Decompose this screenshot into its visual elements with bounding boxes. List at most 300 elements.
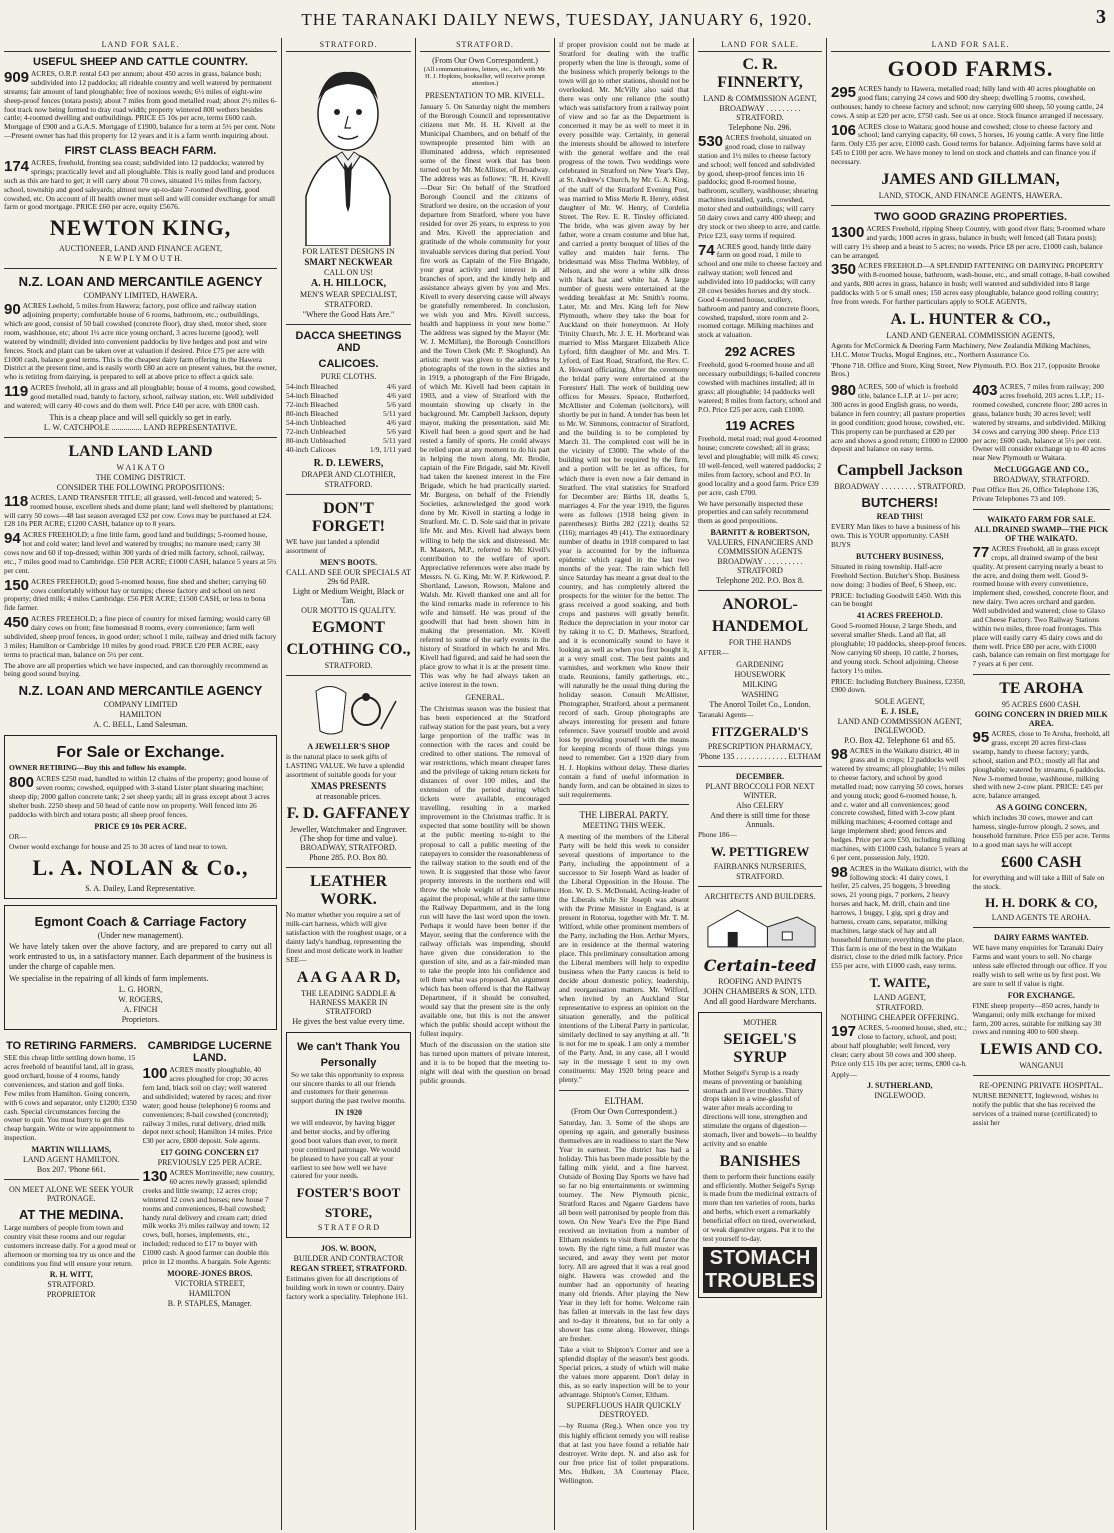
business-name: STORE, bbox=[324, 1205, 373, 1221]
listing-text: ACRES, close to Te Aroha, freehold, all grass, except 20 acres first-class swamp, handy to cheese factory; yards, school, station and P.O.; mostly all flat and ploughable; watered by streams, 6 paddocks. New 3-roomed house, washhouse, milking shed with new 2-cow plant. PRICE: £45 per acre, balance arranged. bbox=[972, 729, 1110, 801]
agent-location: BROADWAY . . . . . . . . . STRATFORD. bbox=[719, 104, 801, 122]
agent-contact: Box 207. 'Phone 661. bbox=[36, 1165, 106, 1174]
article-body: A meeting of the members of the Liberal Party will be held this week to consider several questions of importance to the Party, including the appointment of a successor to Sir Joseph Ward as leader of the Liberal Opposition in the House. The Hon. W. D. S. McDonald, Acting-leader of the Liberals while Sir Joseph was absent with the Prime Minister in England, is at present in Rotorua, together with Mr. T. M. Wilford, while other prominent members of the Party, including the Hon. Arthur Myers, are in residence at the thermal watering place. This preliminary consultation among the Liberal members will help to expedite business when the Party caucus is held to decide about domestic policy, leadership, and reorganisation matters. Mr. Wilford, when invited by an Auckland Star representative to express an opinion on the situation generally, and the political intentions of the Liberal Party in particular, similarly declined to say anything at all. "It is not for me to speak. I am only a member of the Party. And, in any case, all I would say in the message I sent to my own constituents: May 1920 bring peace and plenty." bbox=[559, 831, 689, 1085]
ad-heading: BUTCHERS! bbox=[861, 495, 939, 511]
business-name: JOS. W. BOON, bbox=[320, 1244, 377, 1254]
article-headline: PRESENTATION TO MR. KIVELL. bbox=[425, 91, 545, 100]
ad-text: CALL AND SEE OUR SPECIALS AT 29s 6d PAIR. bbox=[286, 567, 411, 586]
ad-heading: USEFUL SHEEP AND CATTLE COUNTRY. bbox=[33, 56, 248, 68]
note: The above are all properties which we have inspected, and can thoroughly recommend as being good sound buying. bbox=[4, 660, 268, 679]
ad-text: So we take this opportunity to express our sincere thanks to all our friends and customers for their generous support during the past twelve months. bbox=[291, 1069, 406, 1106]
divider bbox=[831, 205, 1110, 206]
ad-subheading: 95 ACRES £600 CASH. bbox=[1001, 700, 1081, 710]
listing-text: ACRES freehold, situated on good road, close to railway station and 1½ miles to cheese factory and school; well fenced and subdivided by good, sheep-proof fences into 16 paddocks; good 8-roomed house, bathroom, scullery, washhouse; shearing machines installed, yards, cowshed, motor shed and outbuildings; will carry 50 dairy cows and carry 400 sheep; and dry stock or two sheep to acre, and cattle. Price £23, easy terms if required. bbox=[698, 133, 821, 240]
bottom-left-ads bbox=[4, 1036, 139, 1309]
agent-location: BROADWAY . . . . . . . . . STRATFORD. bbox=[834, 482, 966, 492]
ad-heading: Personally bbox=[320, 1056, 377, 1069]
ad-heading: TE AROHA bbox=[999, 680, 1084, 698]
ad-text: WE have many enquiries for Taranaki Dairy Farms and want yours to sell. No charge unless sale effected through our office. If you really wish to sell write us by first post. We are sure to sell if value is right. bbox=[972, 943, 1107, 988]
ad-text: We have personally inspected these properties and can safely recommend them as good propositions. bbox=[698, 498, 809, 526]
section-header: LAND FOR SALE. bbox=[698, 38, 822, 52]
listing-text: ACRES, 7 miles from railway; 200 acres freehold, 203 acres L.I.P.; 11-roomed cowshed, concrete floor; 280 acres in grass, balance bush; 30 acres level; well watered by streams, and subdivided. Milking 34 cows and carrying 300 sheep. Price £13 per acre; £600 cash, balance at 5½ per cent. Owner will consider exchange up to 40 acres near New Plymouth or Waitara. bbox=[972, 382, 1108, 463]
ad-text: Situated in rising township. Half-acre Freehold Section. Butcher's Shop. Business now doing: 3 bodies of Beef, 6 Sheep, etc. bbox=[831, 561, 960, 589]
agent-contact: P.O. Box 42. Telephone 61 and 65. bbox=[844, 736, 956, 746]
ad-heading: LEATHER WORK. bbox=[309, 873, 388, 909]
ad-label: Taranaki Agents— bbox=[698, 710, 754, 719]
column-stratford-news bbox=[416, 38, 554, 1528]
price-value: 4/6 yard bbox=[386, 418, 411, 427]
listing-text: ACRES freehold, all in grass and all ploughable; house of 4 rooms, good cowshed, good metalled road, handy to factory, school, railway station, etc. Well subdivided and watered; will carry 40 cows and do them well. Price £40 per acre, with £800 cash. bbox=[4, 383, 276, 410]
subheading: CONSIDER THE FOLLOWING PROPOSITIONS: bbox=[56, 482, 225, 492]
product-name: ANOROL- bbox=[722, 596, 798, 614]
business-subtitle: Jeweller, Watchmaker and Engraver. (The shop for time and value). BROADWAY, STRATFORD. bbox=[290, 825, 407, 853]
proprietor: L. G. HORN, bbox=[118, 985, 163, 995]
agent-label: SOLE AGENT, bbox=[874, 697, 925, 707]
business-subtitle: BUILDER AND CONTRACTOR bbox=[293, 1254, 404, 1264]
agent-name: L. A. NOLAN & Co., bbox=[32, 855, 249, 881]
ad-heading: 119 ACRES bbox=[725, 418, 795, 434]
house-illustration bbox=[698, 902, 822, 952]
ad-text: OUR MOTTO IS QUALITY. bbox=[301, 605, 396, 615]
agent-name: N.Z. LOAN AND MERCANTILE AGENCY bbox=[18, 274, 263, 290]
acreage: 77 bbox=[972, 543, 990, 561]
divider bbox=[973, 674, 1111, 675]
agent-name: C. R. FINNERTY, bbox=[717, 56, 803, 91]
business-name: F. D. GAFFANEY bbox=[286, 805, 411, 823]
ad-heading: STOMACH bbox=[703, 1247, 817, 1270]
agent-contact: Telephone 202. P.O. Box 8. bbox=[716, 576, 804, 586]
ad-text: No matter whether you require a set of milk-cart harness, which will give satisfaction with the roughest usage, or a dainty lady's handbag, representing the finest and most delicate work in leather SEE— bbox=[286, 910, 407, 964]
acreage: 450 bbox=[4, 614, 30, 632]
acreage: 106 bbox=[831, 121, 857, 139]
ad-subheading: (Under new management). bbox=[97, 931, 184, 941]
article-body: Much of the discussion on the station site has turned upon matters of private interest, and it is to be hoped that the meeting to-night will deal with the question on broad public grounds. bbox=[420, 1040, 550, 1086]
agent-rep: S. A. Dailey, Land Representative. bbox=[85, 884, 196, 894]
contact: Phone 285. P.O. Box 80. bbox=[309, 853, 388, 863]
price-row bbox=[286, 409, 411, 418]
divider bbox=[698, 590, 822, 591]
slogan: "Where the Good Hats Are." bbox=[302, 310, 395, 319]
price-row bbox=[286, 382, 411, 391]
price: PRICE: Including Butchery Business, £2350, £900 down. bbox=[831, 676, 966, 695]
listing-text: ACRES Freehold, ripping Sheep Country, with good river flats; 9-roomed whare and yards; 1000 acres in grass, balance in bush; well fenced (all Totara posts); will carry 1½ sheep and a beast to 5 acres; no weeds. Price £8 per acre, £1000 cash, balance can be arranged. bbox=[831, 223, 1106, 260]
man-portrait-illustration bbox=[286, 56, 411, 246]
listing-text: ACRES FREEHOLD; good 5-roomed house, fine shed and shelter; carrying 60 cows comfortably without hay or turnips; cheese factory and school on next property; dried milk; 4 miles Cambridge. £56 PER ACRE; £1500 CASH, or less to bona fide farmer. bbox=[4, 576, 267, 613]
agent-subtitle: LAND AGENT, bbox=[873, 993, 926, 1003]
listing-95 bbox=[973, 730, 1111, 801]
business-name: A A G A A R D, bbox=[296, 968, 401, 986]
use-list-item: MILKING bbox=[742, 680, 778, 689]
price-item: 80-inch Unbleached bbox=[286, 436, 346, 445]
bottom-right-ads bbox=[143, 1036, 278, 1309]
agent-contact: Telephone No. 296. bbox=[728, 123, 792, 132]
agent-location: HAMILTON bbox=[119, 710, 162, 720]
ad-text: He gives the best value every time. bbox=[292, 1016, 405, 1026]
price-item: 80-inch Bleached bbox=[286, 409, 338, 418]
ad-heading: BANISHES bbox=[719, 1152, 801, 1170]
proprietor: R. H. WITT, bbox=[49, 1270, 93, 1280]
agent-location: BROADWAY, STRATFORD. bbox=[993, 475, 1090, 485]
subheading: THE COMING DISTRICT. bbox=[95, 472, 186, 482]
divider bbox=[4, 268, 277, 269]
ad-text: WE have just landed a splendid assortment of bbox=[286, 537, 380, 555]
product-line: ROOFING AND PAINTS bbox=[718, 976, 802, 986]
listing-90 bbox=[4, 302, 277, 382]
ad-heading: DACCA SHEETINGS AND bbox=[295, 330, 402, 354]
listing-text: ACRES, LAND TRANSFER TITLE; all grassed, well-fenced and watered; 5-roomed house, excellent sheds and dome plant; land well sheltered by plantations; will carry 50 cows—48 last season averaged £32 per cow. Cows may be purchased at £24. £28 10s PER ACRE; £1200 CASH, balance up to 8 years. bbox=[4, 492, 274, 529]
note: This is a cheap place and will sell quickly so get in early. bbox=[49, 412, 232, 422]
article-subheadline: MEETING THIS WEEK. bbox=[582, 820, 666, 830]
agent-name: A. L. HUNTER & CO., bbox=[890, 310, 1051, 328]
price-item: 54-inch Bleached bbox=[286, 382, 338, 391]
agent-contact: Post Office Box 26, Office Telephone 136, Private Telephones 73 and 109. bbox=[972, 485, 1099, 503]
ad-subheading: PURE CLOTHS. bbox=[320, 372, 377, 381]
agent-location: INGLEWOOD. bbox=[874, 1091, 926, 1101]
divider bbox=[4, 437, 277, 438]
ad-text: Freehold, metal road; real good 4-roomed house; concrete cowshed; all in grass; level and ploughable; will milk 45 cows; 10 well-fenced, well watered paddocks; 2 miles from factory, school and P.O. In good locality and a good farm. Price £39 per acre, cash £700. bbox=[698, 434, 822, 497]
contact: Phone 186— bbox=[698, 829, 737, 839]
acreage: 197 bbox=[831, 1023, 857, 1041]
ad-text: Good 5-roomed House, 2 large Sheds, and several smaller Sheds. Land all flat, all ploughable; 10 paddocks, sheep-proof fences. Now carrying 60 sheep, 10 cattle, 2 horses, and young stock. School adjoining. Cheese factory 1½ miles. bbox=[831, 621, 967, 675]
listing-98b bbox=[831, 865, 969, 972]
ad-heading: FOR EXCHANGE. bbox=[1007, 990, 1075, 1000]
location: STRATFORD. bbox=[736, 871, 784, 881]
agent-rep: L. W. CATCHPOLE ............... LAND REPRESENTATIVE. bbox=[43, 422, 238, 432]
listing-text: ACRES £250 road, handled to within 12 chains of the property; good house of seven rooms; cowshed, equipped with 3-stand Lister plant shearing machine; sheep dip; 2000 gallon concrete tank; 2 set sheep yards; all in grass except about 3 acres shelter bush. 2250 sheep and 50 head of cattle now on property. Well fenced into 26 paddocks with birch and totara posts; all sheep proof fences. bbox=[9, 774, 270, 819]
agent-name: N.Z. LOAN AND MERCANTILE AGENCY bbox=[18, 683, 263, 699]
business-name: FOSTER'S BOOT bbox=[296, 1185, 401, 1201]
price-item: 54-inch Bleached bbox=[286, 391, 338, 400]
price-item: 72-inch Unbleached bbox=[286, 427, 346, 436]
page-number: 3 bbox=[1096, 6, 1106, 28]
or-label: OR— bbox=[9, 831, 27, 841]
acreage: 100 bbox=[142, 1065, 168, 1083]
ad-subheading: 41 ACRES FREEHOLD. bbox=[856, 611, 943, 621]
ad-heading: TO RETIRING FARMERS. bbox=[5, 1040, 137, 1053]
price-row bbox=[286, 418, 411, 427]
ad-text: which includes 30 cows, mower and cart harness, single-furrow plough, 2 sows, and household furniture. Price £55 per acre. Terms to a good man says he will accept bbox=[972, 813, 1110, 849]
divider bbox=[698, 766, 822, 767]
price: £600 CASH bbox=[1001, 853, 1082, 871]
article-body: January 5. On Saturday night the members of the Borough Council and representative citizens met Mr. H. H. Kivell at the Municipal Chambers, and on behalf of the townspeople presented him with an illuminated address, which represented some of the finest work that has been turned out by Mr. McAllister, of Broadway. The address was as follows: "R. H. Kivell—Dear Sir: On behalf of the Stratford Borough Council and the citizens of Stratford we desire, on the occasion of your departure from Stratford, where you have resided for over 26 years, to express to you and Mrs. Kivell the appreciation and gratitude of the whole community for your invaluable services during that period. Your fire work as Captain of the Fire Brigade, your great activity and interest in all branches of sport, and the kindly help and assistance always given by you and Mrs. Kivell to every deserving cause will always be gratefully remembered. In conclusion, we wish you and Mrs. Kivell success, health and happiness in your new home." The address was signed by the Mayor (Mr. W. J. McMillan), the Borough Councillors and the Town Clerk (Mr. P. Skoglund). An artistic merit was given to the address by photographs of the town in the sixties and in 1919, a photograph of the Fire Brigade, of which Mr. Kivell had been captain in 1903, and a view of Stratford with the mountain showing up clearly in the background. Mr. Campbell Jackson, deputy mayor, making the presentation, said Mr. Kivell had been a good sport and he had rested a family of sports. He could always be relied upon at any moment to do his part in helping the town along. Mr. Brodie, captain of the Fire Brigade, said Mr. Kivell had taken the keenest interest in the Fire Brigade, which he had practically started. Mr. Burgess, on behalf of the Friendly Societies, acknowledged the good work done by Mr. Kivell in starting a lodge in Stratford. Mr. C. D. Sole said that in private life Mr. and Mrs. Kivell had always been willing to help the sick and distressed. Mr. R. Masters, M.P., referred to Mr. Kivell's contribution to the welfare of sport. Appreciative references were also made by Messrs. N. G. King, Mr. W. P. Kirkwood, P. Shortland, Lawson, Rowson, Malone and Walsh. Mr. Kivell thanked one and all for the kind remarks made in reference to his wife and himself. He was proud of the goodwill that had been shown him in making the presentation. Mr. Kivell referred to some of the early events in the history of Stratford in which he and Mrs. Kivell had figured, and said he had seen the place grow to what it is at the present time. This was why he had always taken an active interest in the town. bbox=[420, 102, 550, 689]
jewellery-illustration bbox=[286, 681, 411, 741]
divider bbox=[559, 1090, 689, 1091]
ad-heading: WAIKATO FARM FOR SALE. bbox=[987, 514, 1096, 524]
business-name: W. PETTIGREW bbox=[710, 843, 810, 859]
agent-subtitle: LAND AND COMMISSION AGENT, INGLEWOOD. bbox=[837, 717, 962, 736]
agent-subtitle: LAND AGENT HAMILTON. bbox=[22, 1155, 120, 1164]
price-value: 5/11 yard bbox=[383, 436, 411, 445]
listing-text: ACRES FREEHOLD—A SPLENDID FATTENING OR DAIRYING PROPERTY with 8-roomed house, bathroom, wash-house, etc., and small cottage, 8-bail cowshed and yards, 800 acres in grass, balance in bush; well watered and subdivided into 8 large paddocks with 5 or 6 small ones; 150 acres easy ploughable, balance good rolling country; free from weeds. For further particulars apply to SOLE AGENTS, bbox=[831, 261, 1110, 306]
use-list-item: WASHING bbox=[741, 690, 779, 699]
ad-text: And all good Hardware Merchants. bbox=[703, 996, 817, 1006]
listing-403-column bbox=[973, 381, 1111, 1130]
agent-subtitle: COMPANY LIMITED bbox=[103, 700, 178, 710]
ad-text: FOR LATEST DESIGNS IN bbox=[302, 247, 395, 256]
ad-label: AFTER— bbox=[698, 648, 729, 658]
ad-text: Estimates given for all descriptions of building work in town or country. Dairy factory work a speciality. Telephone 161. bbox=[286, 1274, 408, 1301]
location: STRATFORD. bbox=[47, 1280, 96, 1290]
ad-subheading: BUTCHERY BUSINESS, bbox=[856, 551, 944, 561]
ad-heading: DAIRY FARMS WANTED. bbox=[994, 933, 1089, 943]
listing-119 bbox=[4, 384, 277, 411]
ad-text: Mother Seigel's Syrup is a ready means of preventing or banishing stomach and liver troubles. Thirty drops taken in a wine-glassful of water after meals according to directions will tone, strengthen and stimulate the organs of digestion—stomach, liver and bowels—to healthy activity and so enable bbox=[703, 1067, 817, 1148]
proprietor-label: PROPRIETOR bbox=[46, 1290, 96, 1300]
ad-heading: RE-OPENING PRIVATE HOSPITAL. bbox=[979, 1081, 1104, 1091]
section-header: LAND FOR SALE. bbox=[831, 38, 1110, 52]
correspondent-note: (All communications, letters, etc., left with Mr. H. J. Hopkins, bookseller, will receive prompt attention.) bbox=[423, 66, 547, 87]
ad-subheading: IN 1920 bbox=[335, 1108, 362, 1118]
product-name: HANDEMOL bbox=[712, 618, 808, 636]
ad-text: for everything and will take a Bill of Sale on the stock. bbox=[972, 872, 1105, 891]
business-subtitle: DRAPER AND CLOTHIER, bbox=[301, 470, 396, 479]
agent-location: LAND AGENTS TE AROHA. bbox=[991, 913, 1091, 923]
proprietor-label: Proprietors. bbox=[121, 1015, 160, 1025]
listing-text: ACRES close to Waitara; good house and cowshed; close to cheese factory and school; land carrying capacity, 60 cows, 5 horses, 16 young cattle. A very fine little farm. Only £35 per acre, £1000 cash. Good terms for balance. Adjoining farms have sold at £45 to £100 per acre. We have money to lend on stock and chattels and can finance you if necessary. bbox=[831, 121, 1104, 166]
acreage: 980 bbox=[831, 382, 857, 400]
correspondent-note: (From Our Own Correspondent.) bbox=[432, 56, 538, 65]
seigels-syrup-ad bbox=[698, 1012, 822, 1298]
manufacturer: The Anorol Toilet Co., London. bbox=[709, 700, 811, 709]
acreage: 130 bbox=[142, 1168, 168, 1186]
agent-name: E. J. ISLE, bbox=[880, 707, 919, 717]
listing-450 bbox=[4, 615, 277, 659]
article-headline: THE LIBERAL PARTY. bbox=[579, 809, 669, 820]
ad-heading: AT THE MEDINA. bbox=[19, 1207, 124, 1222]
listing-1300 bbox=[831, 225, 1110, 261]
price-value: 5/6 yard bbox=[386, 400, 411, 409]
ad-text: we will endeavor, by having bigger and better stocks, and by offering good boot values than ever, to merit your continued patronage. We would be pleased to have you call at your earliest to see how well we have catered for your needs. bbox=[291, 1118, 401, 1181]
listing-94 bbox=[4, 531, 277, 575]
acreage: 909 bbox=[4, 69, 30, 86]
agent-subtitle: LAND, STOCK, AND FINANCE AGENTS, HAWERA. bbox=[878, 190, 1063, 200]
listing-980-column bbox=[831, 381, 969, 1130]
listing-text: ACRES, 5-roomed house, shed, etc.; close to factory, school, and post; about half ploughable; well fenced, very clean; carry about 50 cows and 300 sheep. Price only £15 10s per acre; terms, £800 ca-h. bbox=[831, 1023, 967, 1068]
divider bbox=[559, 804, 689, 805]
listing-text: ACRES, O.R.P. rental £43 per annum; about 450 acres in grass, balance bush; subdivided into 12 paddocks; all rideable country and well watered by permanent streams; fair amount of land ploughable; free of noxious weeds; 6½ miles of eight-wire sheep-proof fences (totara posts); about 7 miles from good metalled road; about 2½ miles 6-foot track now being formed to dray road width; property wintered 800 wethers besides cattle; 4-roomed dwelling and outbuildings. PRICE £5 10s per acre, terms £600 cash. Mortgage of £900 and a G.A.S. Mortgage of £1900, balance for a term at 5½ per cent. Note—Present owner has had this property for 12 years and it is a farm worth inquiring about. bbox=[4, 69, 277, 141]
section-header: LAND FOR SALE. bbox=[4, 38, 277, 52]
proprietor: A. FINCH bbox=[123, 1005, 158, 1015]
ad-text: Light or Medium Weight, Black or Tan. bbox=[292, 586, 405, 605]
section-header: STRATFORD. bbox=[420, 38, 550, 52]
price-row bbox=[286, 427, 411, 436]
column-land-sale-3 bbox=[827, 38, 1114, 1528]
divider bbox=[286, 675, 411, 676]
ad-heading: Egmont Coach & Carriage Factory bbox=[34, 914, 247, 930]
region: W A I K A T O bbox=[116, 462, 165, 472]
price-item: 40-inch Calicoes bbox=[286, 445, 336, 454]
agent-rep: B. P. STAPLES, Manager. bbox=[167, 1298, 252, 1308]
masthead bbox=[0, 0, 1114, 40]
price-row bbox=[286, 400, 411, 409]
acreage: 118 bbox=[4, 492, 29, 510]
listing-text: ACRES in the Waikato district, 40 in grass and in crops; 12 paddocks well watered by streams; all ploughable; 1½ miles to cheese factory, and school by good metalled road; now carrying 50 cows, horses and young stock; good 6-roomed house, h. and c. water and all conveniences; good concrete cowshed, fitted with 3-cow plant milking machines; 4-roomed cottage and large implement shed; good fences and hedges. Price per acre £50, including milking machines, with £1000 cash, balance 5 years at 6 per cent, possession July, 1920. bbox=[831, 746, 968, 862]
ad-text: Large numbers of people from town and country visit these rooms and our regular customers increase daily. For a good meal or afternoon or morning tea try us once and the conditions you find will ensure your return. bbox=[4, 1223, 137, 1268]
listing-74 bbox=[698, 243, 822, 341]
ad-text: NURSE BENNETT, Inglewood, wishes to notify the public that she has received the services of a trained nurse (certificated) to assist her bbox=[972, 1091, 1099, 1127]
agent-name: NEWTON KING, bbox=[49, 215, 232, 241]
price-row bbox=[286, 436, 411, 445]
price-value: 1/9, 1/11 yard bbox=[370, 445, 411, 454]
mid-listings bbox=[831, 381, 1110, 1130]
business-name: R. D. LEWERS, bbox=[313, 458, 384, 469]
listing-text: ACRES in the Waikato district, with the following stock: 41 dairy cows, 1 heifer, 25 calves, 25 hoggets, 3 breeding sows, 21 young pigs, 7 porkers, 2 heavy horses and hack, M. drill, chain and tine harrows, 1 buggy, 1 gig, spri g dray and harness, cream cans, separator, milking machines, large stack of hay and all household furniture; everything on the place. This farm is one of the best in the Waikato district, close to the dried milk factory. Price £55 per acre, with £1000 cash, easy terms. bbox=[831, 863, 969, 971]
agent-location: STRATFORD. bbox=[875, 1003, 924, 1013]
ad-heading: For Sale or Exchange. bbox=[56, 744, 225, 762]
divider bbox=[286, 324, 411, 325]
ad-subheading: MEN'S BOOTS. bbox=[320, 557, 377, 567]
business-name: CLOTHING CO., bbox=[286, 640, 411, 658]
divider bbox=[698, 886, 822, 887]
agent-subtitle: VALUERS, FINANCIERS AND COMMISSION AGENTS bbox=[707, 538, 813, 557]
listing-295 bbox=[831, 85, 1110, 121]
ad-subheading: ALL DRAINED SWAMP—THE PICK OF THE WAIKATO. bbox=[974, 524, 1109, 543]
acreage: 174 bbox=[4, 158, 30, 175]
business-name: EGMONT bbox=[312, 618, 385, 636]
listing-98 bbox=[831, 747, 969, 862]
newspaper-title: THE TARANAKI DAILY NEWS, TUESDAY, JANUARY 6, 1920. bbox=[301, 10, 813, 29]
listing-text: ACRES Freehold, all in grass except crops, all drained swamp of the best quality. At present carrying nearly a beast to the acre, and doing them well. Good 9-roomed house with every convenience, implement shed, cowshed, concrete floor, and new dairy. Two acres orchard and garden. Well subdivided and watered; close to Glaxo and Cheese Factory. Two Railway Stations within two miles, three road frontages. This place will easily carry 45 dairy cows and do them well. Price £80 per acre, with £1000 cash, balance can remain on first mortgage for 7 years at 6 per cent. bbox=[972, 543, 1110, 669]
ad-subheading: PREVIOUSLY £25 PER ACRE. bbox=[157, 1158, 262, 1168]
agent-name: T. WAITE, bbox=[869, 975, 931, 991]
business-subtitle: PRESCRIPTION PHARMACY, bbox=[707, 741, 813, 751]
article-body: if proper provision could not be made at Stratford for dealing with the traffic properly when the line is through, some of the business which properly belongs to the town will go to other stations, should not be overlooked. Mr. McVilly also said that there was only one reliance (the south) which was satisfactory from a railway point of view and so far as the Department is concerned it may be as well to meet it in every possible way. Certainly, in general the interests should be allowed to interfere with the general welfare and the real progress of the town. Two weddings were celebrated in Stratford on New Year's Day, at St. Andrew's Church, by Mr. G. A. King, of the staff of the Stratford Evening Post, was married to Miss Merle R. Henry, eldest daughter of Mr. W. Henry, of Cordelia Street. The Rev. E. R. Tinsley officiated. The bride, who was given away by her father, wore a cream costume and blue hat, and carried a pretty bouquet of lilies of the valley and maiden hair ferns. The bridesmaid was Miss Thelma Webbley, of Nelson, and she wore a white silk dress with black hat and white hat. A large number of guests were entertained at the wedding breakfast at Mr. Smith's rooms. Later, Mr. and Mrs. King left for New Plymouth, where they take the boat for Auckland on their honeymoon. At Holy Trinity Church, Mr. J. E. H. Morbrand was married to Miss Margaret Elizabeth Alice Lyford, fifth daughter of Mr. and Mrs. T. Lyford, of East Road, Stratford, the Rev. C. A. Howard officiating. After the ceremony the bridal party were entertained at the Foresters' Hall. The work of building new offices for Messrs. Speace, Rutherford, McAllister and Coleman (solicitors), will shortly be put in hand. A tender has been let to Mr. W. Simmons, contractor of Stratford, and the building is to be completed by March 31. The completed cost will be in the vicinity of £3000. The whole of the building will not be required by the firm, and a portion will be let as offices, for which there is even now a fair demand in Stratford. The vital statistics for Stratford for December are: Births 18, deaths 5, marriages 4. For the year 1919, the figures were as follows (1918 being given in parentheses): Births 282 (221); deaths 52 (116); marriages 49 (41). The extraordinary number of deaths in 1918 compared to last year is accounted for by the influenza epidemic which raged in the last two months of the year. The rain which fell since Saturday has meant a great deal to the country, and has completely altered the prospects for the winter for the better. The grass received a good soaking, and both crops and pastures will greatly benefit. Reduce the depreciation in your motor car by taking it to C. D. Mathews, Stratford, and it is economically sound to have it looking as well as when you first bought it, at a very small cost. The best paints and varnishes, and workmen who know their trade. Reunions, family gatherings, etc., will naturally be the usual thing during the holiday season. Consult McAllister, Photographer, Stratford, about a permanent record of each. Group photographs are always interesting for present and future reference. Save yourself trouble and avoid loss by providing yourself with the means for keeping records of those things you need to remember. Get a 1920 diary from H. J. Hopkins without delay. These diaries contain a fund of useful information in handy form, and can be obtained in sizes to suit requirements. bbox=[559, 40, 689, 799]
agent-name: Campbell Jackson bbox=[836, 462, 963, 480]
divider bbox=[973, 1075, 1111, 1076]
listing-text: ACRES Leehold, 5 miles from Hawera; factory, post office and railway station adjoining property; comfortable house of 6 rooms, bathroom, etc.; outbuildings, which are good, consist of 50 bail cowshed (concrete floor), dray shed, motor shed, store room, washhouse, etc; about 1½ acre nice young orchard, 3 acres lucerne (good); well watered by windmill; divided into convenient paddocks by live hedges and post and wire fences. Stock and plant can be taken over at valuation if desired. Price £75 per acre with £1000 cash, balance good terms. This is the cheapest dairy farm offering in the Hawera District at the present time, and is easily worth £80 an acre on present values, but the owner, who is retiring from dairying, is prepared to sell at above price to effect a quick sale. bbox=[4, 301, 277, 382]
acreage: 530 bbox=[698, 133, 724, 150]
column-land-sale-2 bbox=[694, 38, 826, 1528]
ad-text: SEE this cheap little settling down home, 15 acres freehold of beautiful land, all in grass, good orchard, house of 4 rooms, handy conveniences, and station and golf links. Few miles from Hamilton. Going concern, with 6 cows and separator, only £1200; £350 cash. Special circumstances forcing the owner to quit. You must hurry to get this cheap bargain. Write or wire appointment to inspection. bbox=[4, 1053, 137, 1143]
address: REGAN STREET, STRATFORD. bbox=[290, 1264, 407, 1274]
use-list bbox=[698, 660, 822, 699]
listing-530 bbox=[698, 134, 822, 241]
listing-text: ACRES mostly ploughable, 40 acres ploughed for crop; 30 acres fern land, black soil on clay; well watered and subdivided; watered by races; and river water; good house (telephone) 6 rooms and conveniences; 8-bail cowshed (concreted); railway 3 miles, rural delivery, dried milk depot next school; Hamilton 14 miles. Price £30 per acre, £800 deposit. Sole agents. bbox=[142, 1065, 273, 1146]
sale-exchange-ad bbox=[4, 735, 277, 899]
business-name: A. H. HILLOCK, bbox=[310, 278, 387, 289]
divider bbox=[973, 927, 1111, 928]
acreage: 800 bbox=[9, 774, 35, 792]
location: STRATFORD. bbox=[324, 480, 373, 489]
location: S T R A T F O R D bbox=[317, 1223, 380, 1233]
column-stratford-ads bbox=[282, 38, 415, 1528]
listing-130 bbox=[143, 1169, 278, 1267]
listing-100 bbox=[143, 1066, 278, 1146]
article-headline: ELTHAM. bbox=[604, 1095, 644, 1106]
article-headline: GENERAL. bbox=[465, 693, 505, 703]
acreage: 119 bbox=[4, 383, 29, 401]
land-heading: LAND LAND LAND bbox=[68, 442, 213, 460]
ad-heading: A JEWELLER'S SHOP bbox=[307, 741, 390, 751]
price-value: 5/11 yard bbox=[383, 409, 411, 418]
ad-heading: SMART NECKWEAR bbox=[304, 257, 393, 267]
ad-heading: CAMBRIDGE LUCERNE LAND. bbox=[147, 1040, 272, 1065]
divider bbox=[973, 509, 1111, 510]
correspondent-note: (From Our Own Correspondent.) bbox=[571, 1106, 677, 1116]
article-body: Saturday, Jan. 3. Some of the shops are opening up again, and generally business themselves are in readiness to start the New Year in earnest. The district has had a holiday. This has been made possible by the falling milk yield, and a fine harvest. Outside of Boxing Day Sports we have had so far no big entertainments or swimming tourney. The New Plymouth picnic, Stratford Races and Ngaere Gardens have all been well patronised by people from this town. On New Year's Eve the Pipe Band received an invitation from a number of Eltham residents to visit them and favor the town. By the right time, a full muster was secured, and away they went per motor lorry. All are agreed that it was a real good night. Hawera was crowded and the number had an opportunity of hearing many old friends. After playing the New Year in they left for home. Welcome rain has fallen at intervals in the last few days and to-day it threatens, but so far only a shower has come along. However, things are fresher. bbox=[559, 1117, 689, 1344]
article-body: Take a visit to Shipton's Corner and see a splendid display of the season's best goods. Special prices, a study of which will make the values more apparent. Don't delay in this, as so early inspection will be to your advantage. Shipton's Corner, Eltham. bbox=[559, 1345, 689, 1400]
ad-subheading: £17 GOING CONCERN £17 bbox=[160, 1148, 259, 1158]
listing-150 bbox=[4, 578, 277, 614]
price-row bbox=[286, 391, 411, 400]
ad-subheading: READ THIS! bbox=[876, 512, 923, 522]
listing-980 bbox=[831, 383, 969, 454]
column-land-sale-1 bbox=[0, 38, 281, 1528]
agent-name: MARTIN WILLIAMS, bbox=[31, 1145, 112, 1154]
business-subtitle: THE LEADING SADDLE & HARNESS MAKER IN STRATFORD bbox=[301, 988, 396, 1016]
ad-heading: CALICOES. bbox=[318, 358, 379, 370]
listing-text: ACRES FREEHOLD; a fine piece of country for mixed farming; would carry 60 dairy cows on front; fine homestead 8 rooms, every convenience; farm well subdivided, sheep proof fences, in good order; school 1 mile, railway and dried milk factory 3 miles; Hamilton or Cambridge 10 miles by good road. PRICE £20 PER ACRE, easy terms to practical man, balance on 5½ per cent. bbox=[4, 614, 277, 659]
egmont-coach-ad bbox=[4, 905, 277, 1030]
agent-name: JAMES AND GILLMAN, bbox=[881, 170, 1060, 188]
listing-197 bbox=[831, 1024, 969, 1068]
listing-118 bbox=[4, 494, 277, 530]
acreage: 295 bbox=[831, 84, 857, 101]
acreage: 95 bbox=[972, 729, 990, 747]
acreage: 74 bbox=[698, 241, 715, 259]
brand-label: MOTHER bbox=[743, 1017, 777, 1027]
ad-text: CALL ON US! bbox=[323, 268, 374, 277]
foster-boot-store-ad bbox=[286, 1032, 411, 1239]
listing-403 bbox=[973, 383, 1111, 463]
listing-text: ACRES, freehold, fronting sea coast; subdivided into 12 paddocks; watered by springs; practically level and all ploughable. This is really good land and produces such as this are hard to get; it will carry about 70 cows, situated 1½ miles from factory, school, township and good saleyards; almost new up-to-date 7-roomed dwelling, good cowshed, etc. On account of ill health owner must sell and will consider exchange for small farm or good mortgage. PRICE £60 per acre, equity £5676. bbox=[4, 158, 276, 212]
ad-heading: TWO GOOD GRAZING PROPERTIES. bbox=[873, 210, 1068, 223]
agent-subtitle: AUCTIONEER, LAND AND FINANCE AGENT, bbox=[59, 244, 222, 254]
column-news-2 bbox=[555, 38, 693, 1528]
ad-heading: GOOD FARMS. bbox=[887, 56, 1054, 81]
contact: 'Phone 718. Office and Store, King Street, New Plymouth. P.O. Box 217, (opposite Brooke Bros.) bbox=[831, 360, 1100, 379]
agent-name: J. SUTHERLAND, bbox=[866, 1081, 933, 1091]
agent-subtitle: LAND & COMMISSION AGENT, bbox=[703, 94, 817, 103]
listing-text: ACRES good, handy little dairy farm on good road, 1 mile to school and one mile to cheese factory and railway station; well fenced and subdivided into 10 paddocks; will carry 28 cows besides horses and dry stock. Good 4-roomed house, scullery, bathroom and pantry and concrete floors, cowshed, trapshed, store room and 2-roomed cottage. Milking machines and stock at valuation. bbox=[698, 241, 822, 340]
listing-text: ACRES FREEHOLD; a fine little farm, good land and buildings; 5-roomed house, hot and cold water; land level and watered by troughs; no manure used; carry 30 cows now and 60 if top-dressed; within 300 yards of dried milk factory, school, railway, etc., 7 miles good road to Cambridge. £50 PER ACRE; £1000 CASH, balance 5 years at 5½ per cent. bbox=[4, 530, 277, 575]
agent-name: H. H. DORK & CO, bbox=[985, 895, 1098, 911]
listing-350 bbox=[831, 262, 1110, 306]
ad-heading: FIRST CLASS BEACH FARM. bbox=[64, 145, 217, 157]
agent-name: McCLUGGAGE AND CO., bbox=[993, 465, 1089, 475]
ad-subheading: AS A GOING CONCERN, bbox=[995, 803, 1087, 813]
brand-logo: SEIGEL'S SYRUP bbox=[723, 1030, 797, 1066]
ad-text: EVERY Man likes to have a business of his own. This is YOUR opportunity. CASH BUYS bbox=[831, 522, 961, 549]
acreage: 350 bbox=[831, 261, 857, 279]
listing-174 bbox=[4, 159, 277, 212]
ad-heading: NOTHING CHEAPER OFFERING. bbox=[840, 1013, 959, 1023]
price-list bbox=[286, 382, 411, 454]
bottom-ads bbox=[4, 1036, 277, 1309]
acreage: 94 bbox=[4, 530, 21, 548]
acreage: 98 bbox=[831, 863, 848, 881]
ad-subheading: GOING CONCERN IN DRIED MILK AREA. bbox=[974, 710, 1108, 729]
listing-text: ACRES, 500 of which is freehold title, balance L.I.P. at 1/- per acre; 300 acres in good English grass, no weeds, balance in fern country; all pasture properties in good condition; good house, cowshed, etc. This property can be purchased at £20 per acre and shows a good return; £1000 to £2000 deposit and balance on easy terms. bbox=[831, 382, 968, 454]
section-header: STRATFORD. bbox=[286, 38, 411, 52]
product-tagline: FOR THE HANDS bbox=[728, 638, 792, 648]
agent-name: BARNITT & ROBERTSON, bbox=[710, 528, 810, 538]
agent-location: N E W P L Y M O U T H. bbox=[99, 254, 182, 264]
listing-77 bbox=[973, 545, 1111, 669]
price-value: 5/6 yard bbox=[386, 427, 411, 436]
agent-name: MOORE-JONES BROS. bbox=[167, 1268, 253, 1278]
listing-text: ACRES handy to Hawera, metalled road; hilly land with 40 acres ploughable on good flats; carrying 24 cows and 600 dry sheep; dwelling 5 rooms, cowshed, outhouses; handy to cheese factory and school; now carrying 600 sheep, 50 young cattle, 24 cows. A snip at £20 per acre, £750 cash. See us at once. Stock finance arranged if necessary. bbox=[831, 84, 1104, 120]
ad-text: FINE sheep property—850 acres, handy to Wanganui; only milk exchange for mixed farm, 200 acres, suitable for milking say 30 cows and running 400 to 600 sheep. bbox=[972, 1000, 1102, 1037]
ad-text: PLANT BROCCOLI FOR NEXT WINTER. bbox=[705, 781, 815, 800]
acreage: 1300 bbox=[831, 223, 865, 241]
ad-heading: TROUBLES bbox=[705, 1269, 815, 1292]
acreage: 150 bbox=[4, 576, 30, 594]
ad-text: Freehold, good 6-roomed house and all necessary outbuildings; 6-bailed concrete cowshed with machines installed; all in grass; all ploughable; 14 paddocks well watered; 8 miles from factory, school and P.O. Price £25 per acre, cash £1000. bbox=[698, 360, 821, 414]
acreage: 98 bbox=[831, 746, 848, 764]
ad-text: Agents for McCormick & Deering Farm Machinery, New Zealandia Milking Machines, I.H.C. Motor Trucks, Mogul Engines, etc., Northern Assurance Co. bbox=[831, 340, 1091, 359]
contact: 'Phone 135 . . . . . . . . . . . . . ELTHAM bbox=[698, 751, 822, 761]
